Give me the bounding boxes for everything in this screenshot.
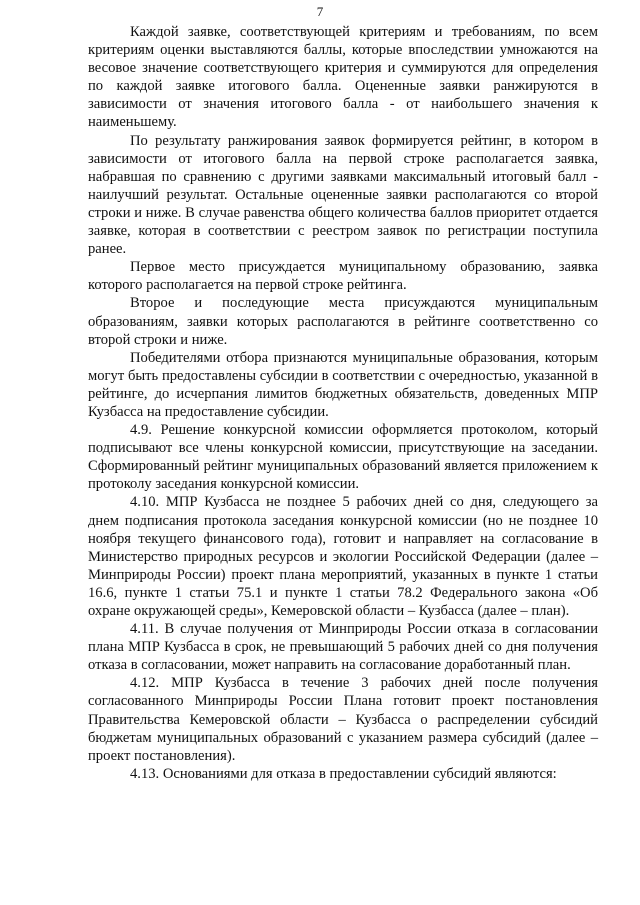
paragraph-scoring: Каждой заявке, соответствующей критериям и требованиям, по всем критериям оценки выставляются баллы, которые впоследствии умножаются на весовое значение соответствующего критерия и суммируются для определения по каждой заявке итогового балла. Оцененные заявки ранжируются в зависимости от значения итогового балла - от наибольшего значения к наименьшему. <box>88 24 598 131</box>
paragraph-4-9: 4.9. Решение конкурсной комиссии оформляется протоколом, который подписывают все члены конкурсной комиссии, присутствующие на заседании. Сформированный рейтинг муниципальных образований является приложением к протоколу заседания конкурсной комиссии. <box>88 422 598 493</box>
paragraph-winners: Победителями отбора признаются муниципальные образования, которым могут быть предоставлены субсидии в соответствии с очередностью, указанной в рейтинге, до исчерпания лимитов бюджетных обязательств, доведенных МПР Кузбасса на предоставление субсидии. <box>88 349 598 420</box>
paragraph-ranking: По результату ранжирования заявок формируется рейтинг, в котором в зависимости от итогового балла на первой строке располагается заявка, набравшая по сравнению с другими заявками максимальный итоговый балл - наилучший результат. Остальные оцененные заявки располагаются со второй строки и ниже. В случае равенства общего количества баллов приоритет отдается заявке, которая в соответствии с реестром заявок по регистрации поступила ранее. <box>88 132 598 258</box>
paragraph-4-11: 4.11. В случае получения от Минприроды России отказа в согласовании плана МПР Кузбасса в срок, не превышающий 5 рабочих дней со дня получения отказа в согласовании, может направить на согласование доработанный план. <box>88 621 598 674</box>
page-number: 7 <box>316 4 324 19</box>
paragraph-first-place: Первое место присуждается муниципальному образованию, заявка которого располагается на первой строке рейтинга. <box>88 259 598 294</box>
paragraph-4-12: 4.12. МПР Кузбасса в течение 3 рабочих дней после получения согласованного Минприроды России Плана готовит проект постановления Правительства Кемеровской области – Кузбасса о распределении субсидий бюджетам муниципальных образований с указанием размера субсидий (далее – проект постановления). <box>88 675 598 764</box>
paragraph-4-10: 4.10. МПР Кузбасса не позднее 5 рабочих дней со дня, следующего за днем подписания протокола заседания конкурсной комиссии (но не позднее 10 ноября текущего финансового года), готовит и направляет на согласование в Министерство природных ресурсов и экологии Российской Федерации (далее – Минприроды России) проект плана мероприятий, указанных в пункте 1 статьи 16.6, пункте 1 статьи 75.1 и пункте 1 статьи 78.2 Федерального закона «Об охране окружающей среды», Кемеровской области – Кузбасса (далее – план). <box>88 494 598 619</box>
document-body <box>88 23 598 783</box>
paragraph-4-13: 4.13. Основаниями для отказа в предоставлении субсидий являются: <box>130 765 557 782</box>
paragraph-other-places: Второе и последующие места присуждаются муниципальным образованиям, заявки которых располагаются в рейтинге соответственно со второй строки и ниже. <box>88 295 598 348</box>
